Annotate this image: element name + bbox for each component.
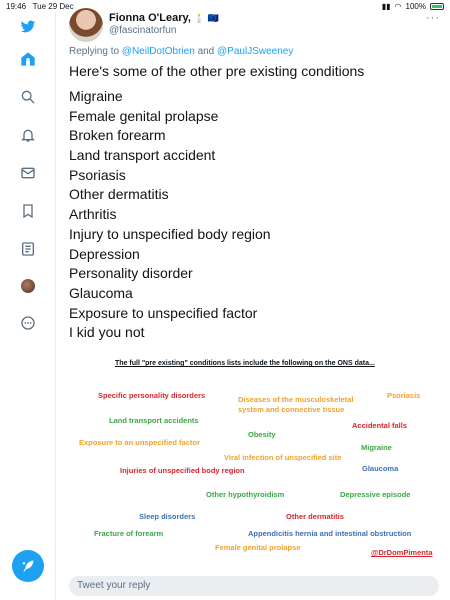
condition-item: Other dermatitis — [69, 186, 169, 203]
condition-item: Glaucoma — [69, 284, 133, 301]
tweet-header — [69, 12, 444, 42]
replying-and: and — [197, 46, 215, 57]
bookmarks-icon[interactable] — [18, 201, 38, 221]
author-handle[interactable]: @fascinatorfun — [109, 25, 177, 36]
condition-item: Exposure to unspecified factor — [69, 304, 258, 321]
battery-percent: 100% — [405, 1, 426, 11]
conditions-list — [69, 87, 271, 343]
ons-item: Other dermatitis — [286, 512, 344, 521]
reply-input[interactable]: Tweet your reply — [69, 576, 439, 596]
ons-item: Other hypothyroidism — [206, 490, 285, 499]
replying-user-neil[interactable]: @NeilDotObrien — [121, 46, 195, 57]
ons-item: Specific personality disorders — [98, 391, 206, 400]
ons-item: Fracture of forearm — [94, 529, 164, 538]
author-name-text: Fionna O'Leary, — [109, 12, 191, 24]
wifi-icon: ◠ — [394, 1, 402, 11]
messages-envelope-icon[interactable] — [18, 163, 38, 183]
ons-image[interactable] — [69, 358, 444, 576]
status-right — [382, 2, 444, 11]
ons-item: Depressive episode — [340, 490, 411, 499]
status-date: Tue 29 Dec — [32, 1, 74, 11]
twitter-logo-icon[interactable] — [18, 17, 38, 37]
ons-item: Exposure to an unspecified factor — [79, 438, 200, 447]
condition-item: Injury to unspecified body region — [69, 225, 271, 242]
explore-search-icon[interactable] — [18, 87, 38, 107]
condition-item: Migraine — [69, 88, 123, 104]
author-flags: 🕯️ 🇪🇺 — [193, 13, 219, 23]
compose-feather-icon — [20, 558, 36, 574]
ons-item: Land transport accidents — [109, 416, 199, 425]
author-avatar[interactable] — [69, 8, 103, 42]
profile-avatar[interactable] — [18, 276, 38, 296]
condition-item: Broken forearm — [69, 127, 166, 144]
sidebar — [0, 12, 56, 600]
replying-prefix: Replying to — [69, 46, 120, 57]
condition-item: Psoriasis — [69, 166, 126, 183]
status-time-date — [6, 2, 74, 11]
replying-user-paul[interactable]: @PaulJSweeney — [217, 46, 294, 57]
more-options-icon[interactable] — [18, 313, 38, 333]
signal-icon: ▮▮ — [381, 1, 391, 11]
ons-item: Accidental falls — [352, 421, 408, 430]
battery-icon — [430, 3, 444, 10]
author-name[interactable] — [109, 12, 219, 24]
tweet-intro-text: Here's some of the other pre existing conditions — [69, 63, 365, 79]
condition-item: I kid you not — [69, 324, 145, 341]
condition-item: Depression — [69, 245, 140, 262]
notifications-bell-icon[interactable] — [18, 125, 38, 145]
condition-item: Land transport accident — [69, 147, 216, 164]
compose-tweet-button[interactable] — [12, 550, 44, 582]
ons-item: Injuries of unspecified body region — [120, 466, 245, 475]
ons-item: Appendicitis hernia and intestinal obstruction — [248, 529, 412, 538]
condition-item: Arthritis — [69, 206, 117, 223]
ons-item: Glaucoma — [362, 464, 399, 473]
ons-item: Psoriasis — [387, 391, 421, 400]
ons-item: Obesity — [248, 430, 276, 439]
status-time: 19:46 — [6, 1, 27, 11]
ons-item: Migraine — [361, 443, 392, 452]
condition-item: Female genital prolapse — [69, 107, 219, 124]
ons-item: Viral infection of unspecified site — [224, 453, 342, 462]
tweet-more-icon[interactable]: ··· — [426, 12, 440, 24]
profile-avatar-image — [21, 279, 35, 293]
ons-item: Sleep disorders — [139, 512, 196, 521]
home-icon[interactable] — [18, 49, 38, 69]
ons-signature: @DrDomPimenta — [371, 548, 433, 557]
ons-item: Female genital prolapse — [215, 543, 301, 552]
lists-icon[interactable] — [18, 239, 38, 259]
ons-item: system and connective tissue — [238, 405, 345, 414]
status-bar — [0, 0, 450, 12]
ons-image-title: The full "pre existing" conditions lists include the following on the ONS data... — [115, 360, 375, 367]
condition-item: Personality disorder — [69, 265, 193, 282]
tweet-detail — [57, 12, 450, 600]
replying-to — [69, 46, 293, 57]
ons-item: Diseases of the musculoskeletal — [238, 395, 354, 404]
